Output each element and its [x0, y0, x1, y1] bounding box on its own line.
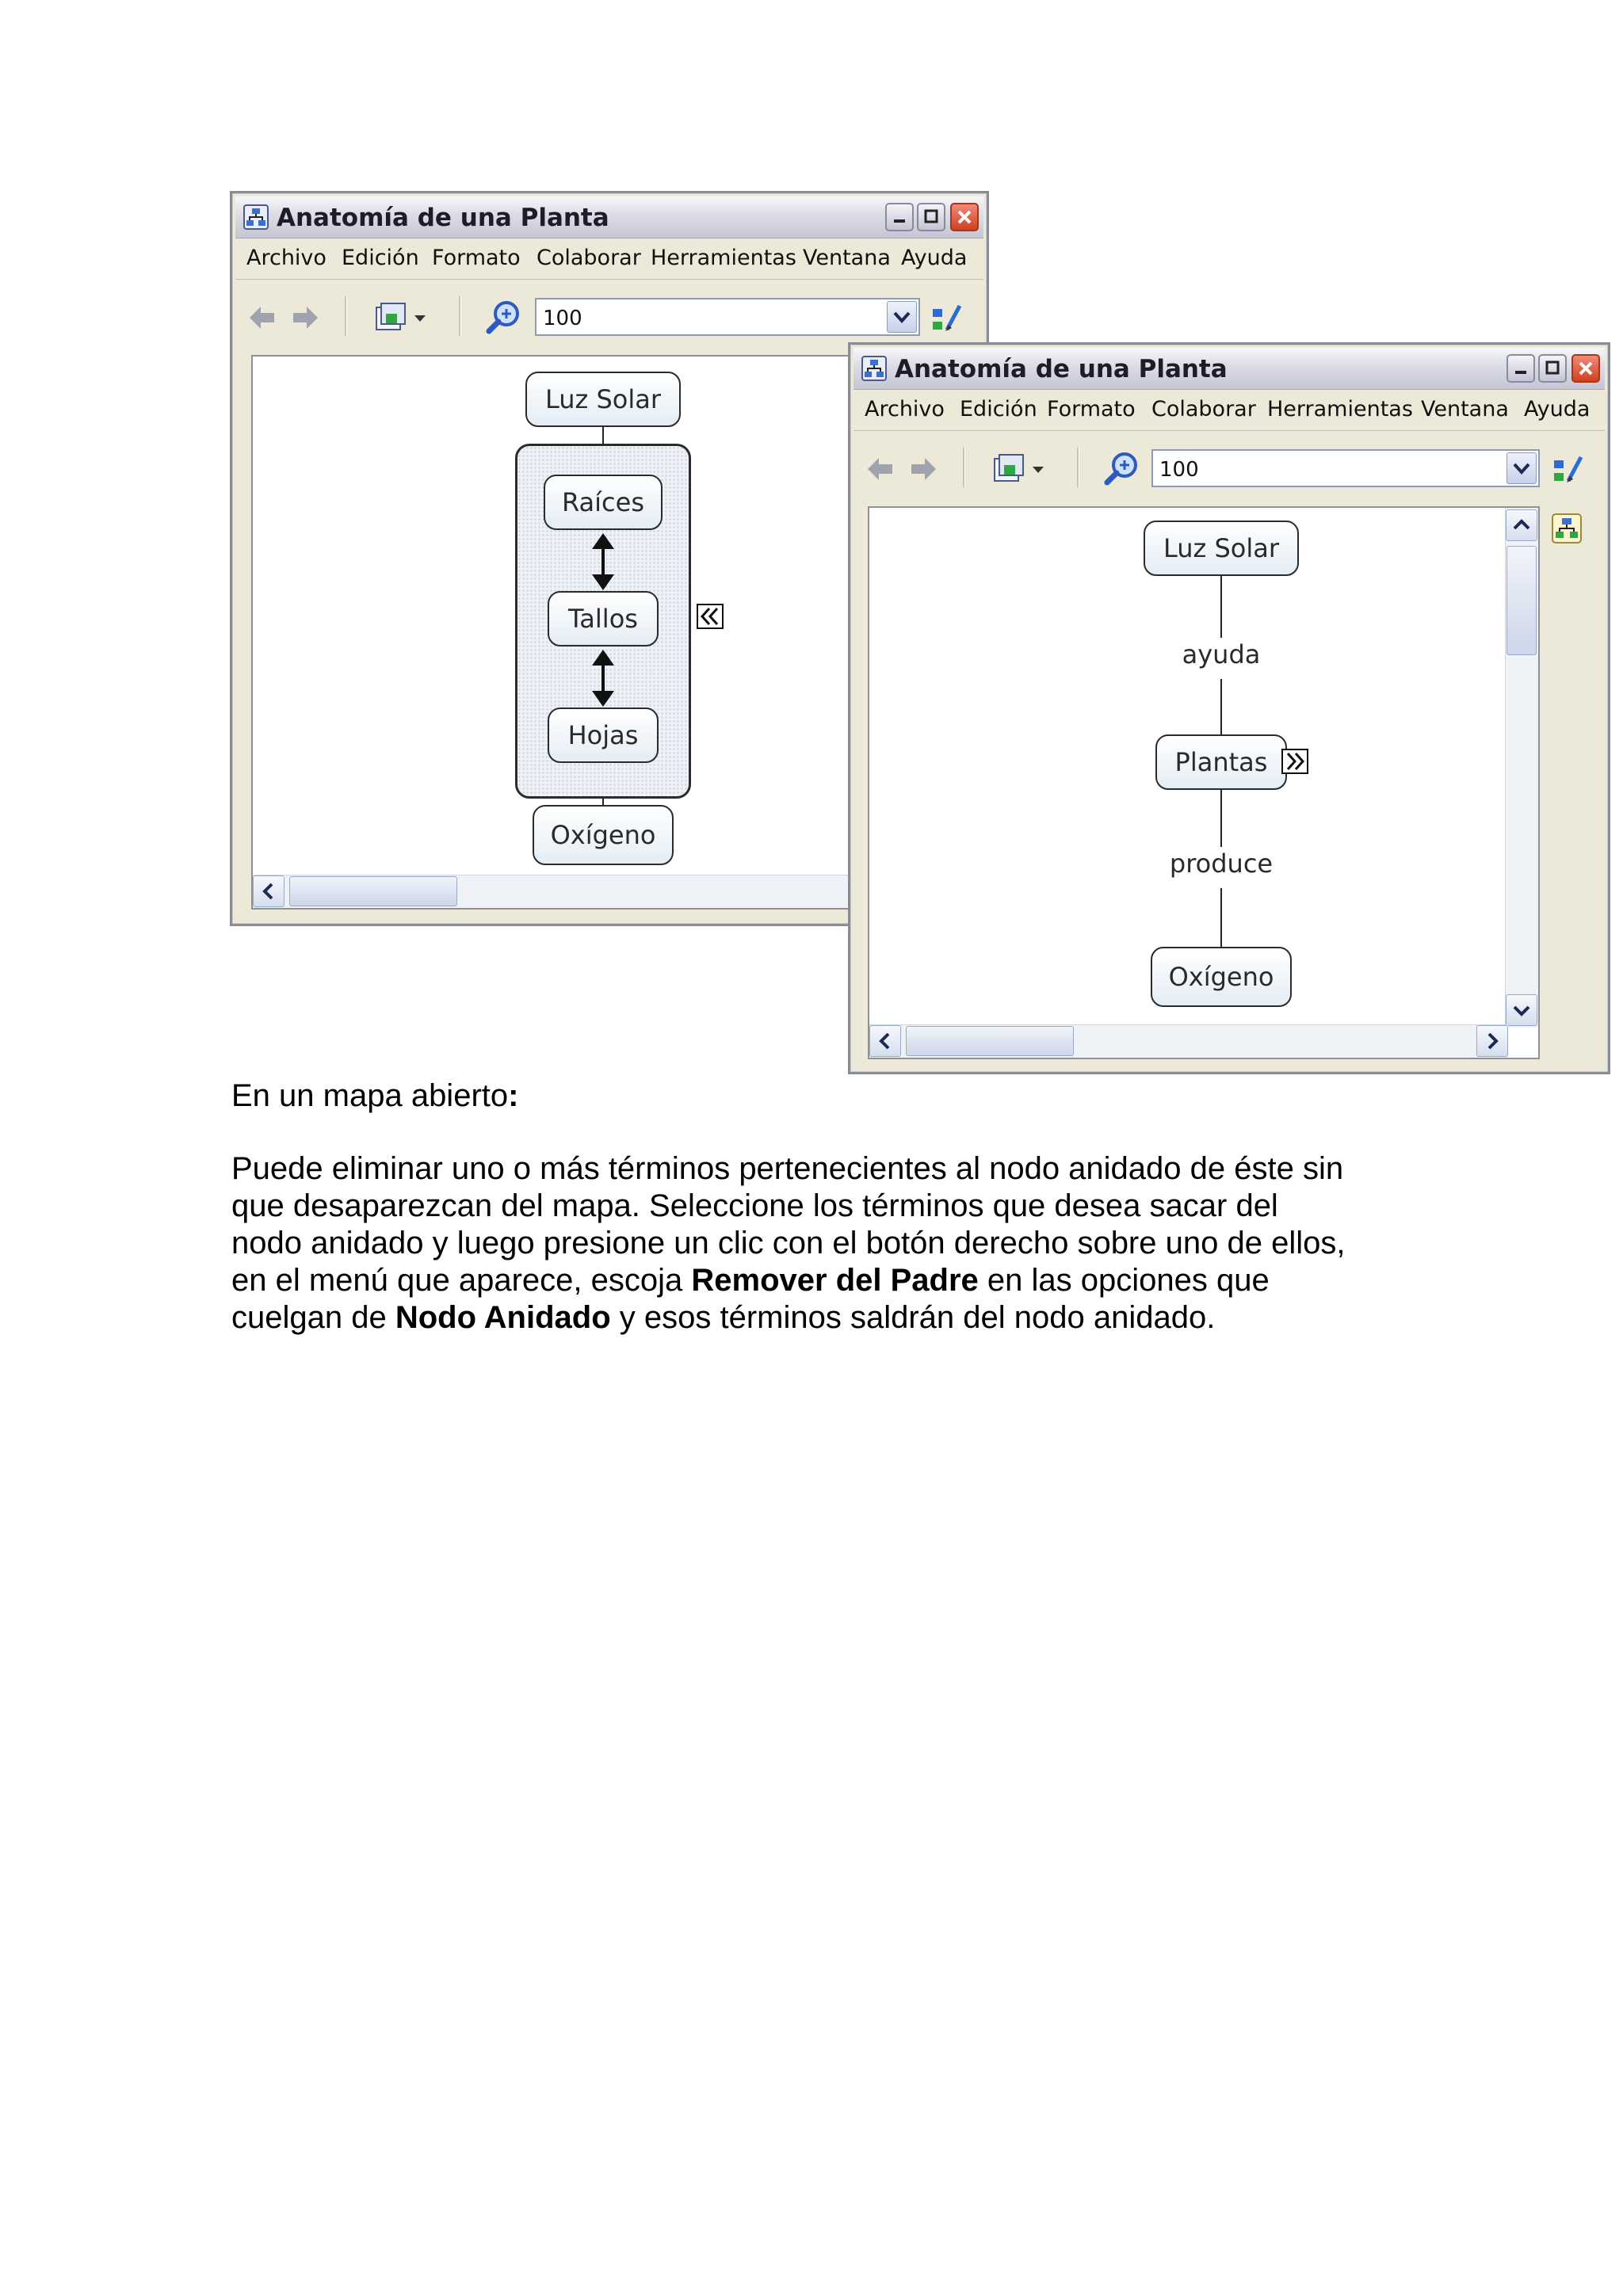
menu-herramientas[interactable]: Herramientas: [651, 246, 796, 270]
title-bar[interactable]: [235, 196, 983, 238]
scroll-right-button[interactable]: [1476, 1025, 1508, 1057]
nested-node[interactable]: [515, 444, 691, 799]
close-icon: [952, 204, 977, 230]
view-options-icon[interactable]: [372, 301, 433, 334]
chevron-down-icon: [888, 302, 916, 332]
window-title: Anatomía de una Planta: [895, 355, 1228, 383]
node-hojas[interactable]: Hojas: [548, 707, 659, 763]
chevron-up-icon: [1507, 510, 1537, 540]
heading-text: En un mapa abierto: [231, 1078, 509, 1113]
scroll-thumb[interactable]: [289, 876, 457, 906]
scroll-down-button[interactable]: [1506, 994, 1537, 1026]
minimize-icon: [887, 204, 912, 230]
styles-icon[interactable]: [930, 301, 964, 334]
bold-term-remover-del-padre: Remover del Padre: [691, 1263, 979, 1298]
view-options-icon[interactable]: [990, 452, 1052, 486]
menu-colaborar[interactable]: Colaborar: [537, 246, 641, 270]
menu-edicion[interactable]: Edición: [342, 246, 419, 270]
zoom-icon[interactable]: [486, 299, 522, 336]
close-button[interactable]: [950, 203, 979, 231]
minimize-button[interactable]: [1507, 354, 1535, 383]
connection-line: [1220, 790, 1222, 847]
close-icon: [1573, 356, 1598, 381]
chevron-left-icon: [870, 1026, 900, 1056]
minimize-button[interactable]: [885, 203, 914, 231]
menu-formato[interactable]: Formato: [432, 246, 521, 270]
minimize-icon: [1508, 356, 1533, 381]
node-oxigeno[interactable]: Oxígeno: [1151, 947, 1292, 1007]
window-expanded: [848, 342, 1610, 1074]
text-run: cuelgan de: [231, 1300, 395, 1335]
back-arrow-icon[interactable]: [248, 304, 277, 331]
title-bar[interactable]: [854, 348, 1605, 390]
text-run: en las opciones que: [978, 1263, 1270, 1298]
menu-ayuda[interactable]: Ayuda: [901, 246, 968, 270]
chevron-right-icon: [1477, 1026, 1507, 1056]
chevron-left-icon: [254, 876, 284, 906]
toolbar-separator: [963, 448, 965, 487]
text-run: y esos términos saldrán del nodo anidado.: [610, 1300, 1216, 1335]
instruction-paragraph: [231, 1150, 1345, 1337]
concept-map-icon: [243, 204, 269, 230]
zoom-icon[interactable]: [1104, 451, 1140, 487]
menu-bar: [235, 239, 983, 280]
collapse-nested-icon[interactable]: [697, 604, 724, 629]
zoom-combobox[interactable]: [1151, 449, 1540, 487]
menu-edicion[interactable]: Edición: [960, 397, 1037, 421]
menu-archivo[interactable]: Archivo: [865, 397, 945, 421]
zoom-dropdown-button[interactable]: [887, 301, 917, 333]
toolbar-separator: [459, 296, 461, 336]
menu-colaborar[interactable]: Colaborar: [1151, 397, 1256, 421]
node-tallos[interactable]: Tallos: [548, 591, 659, 646]
close-button[interactable]: [1571, 354, 1600, 383]
toolbar-separator: [1077, 448, 1079, 487]
toolbar-separator: [345, 296, 347, 336]
heading-colon: :: [508, 1078, 519, 1113]
zoom-combobox[interactable]: [535, 298, 920, 336]
concept-map-icon[interactable]: [1551, 513, 1583, 544]
scroll-left-button[interactable]: [253, 875, 285, 907]
maximize-button[interactable]: [917, 203, 945, 231]
window-title: Anatomía de una Planta: [277, 204, 609, 232]
paragraph-line: que desaparezcan del mapa. Seleccione los términos que desea sacar del: [231, 1188, 1278, 1223]
maximize-icon: [918, 204, 944, 230]
link-label-ayuda[interactable]: ayuda: [1182, 639, 1261, 669]
expand-nested-icon[interactable]: [1281, 749, 1308, 774]
menu-bar: [854, 391, 1605, 431]
double-arrow-icon: [589, 532, 617, 592]
menu-archivo[interactable]: Archivo: [246, 246, 327, 270]
concept-map-icon: [861, 356, 887, 381]
scroll-thumb[interactable]: [906, 1026, 1074, 1056]
menu-formato[interactable]: Formato: [1047, 397, 1136, 421]
zoom-dropdown-button[interactable]: [1507, 452, 1537, 484]
maximize-button[interactable]: [1538, 354, 1567, 383]
maximize-icon: [1540, 356, 1565, 381]
menu-herramientas[interactable]: Herramientas: [1267, 397, 1413, 421]
scroll-thumb[interactable]: [1507, 546, 1537, 655]
chevron-down-icon: [1507, 995, 1537, 1025]
paragraph-line: [231, 1299, 1345, 1337]
text-run: en el menú que aparece, escoja: [231, 1263, 692, 1298]
forward-arrow-icon[interactable]: [291, 304, 319, 331]
menu-ayuda[interactable]: Ayuda: [1524, 397, 1591, 421]
chevron-down-icon: [1507, 453, 1536, 483]
styles-icon[interactable]: [1551, 452, 1586, 486]
paragraph-line: [231, 1262, 1345, 1299]
zoom-value: 100: [543, 307, 582, 330]
connection-line: [1220, 679, 1222, 734]
connection-line: [1220, 888, 1222, 947]
bold-term-nodo-anidado: Nodo Anidado: [395, 1300, 611, 1335]
node-raices[interactable]: Raíces: [544, 475, 663, 530]
link-label-produce[interactable]: produce: [1169, 849, 1274, 879]
paragraph-line: Puede eliminar uno o más términos pertenecientes al nodo anidado de éste sin: [231, 1151, 1344, 1186]
toolbar: [854, 432, 1605, 506]
paragraph-line: nodo anidado y luego presione un clic con el botón derecho sobre uno de ellos,: [231, 1226, 1346, 1261]
node-plantas[interactable]: Plantas: [1155, 734, 1287, 790]
connection-line: [1220, 576, 1222, 638]
map-canvas[interactable]: [868, 506, 1540, 1059]
menu-ventana[interactable]: Ventana: [1421, 397, 1509, 421]
horizontal-scrollbar[interactable]: [869, 1024, 1508, 1058]
scroll-up-button[interactable]: [1506, 509, 1537, 541]
double-arrow-icon: [589, 648, 617, 708]
vertical-scrollbar[interactable]: [1505, 508, 1538, 1028]
back-arrow-icon[interactable]: [866, 456, 895, 482]
section-heading: [231, 1077, 518, 1115]
menu-ventana[interactable]: Ventana: [803, 246, 891, 270]
zoom-value: 100: [1159, 458, 1199, 482]
node-luz-solar[interactable]: Luz Solar: [1144, 521, 1299, 576]
node-luz-solar[interactable]: Luz Solar: [525, 372, 681, 427]
scroll-left-button[interactable]: [869, 1025, 901, 1057]
node-oxigeno[interactable]: Oxígeno: [533, 805, 674, 865]
forward-arrow-icon[interactable]: [909, 456, 938, 482]
